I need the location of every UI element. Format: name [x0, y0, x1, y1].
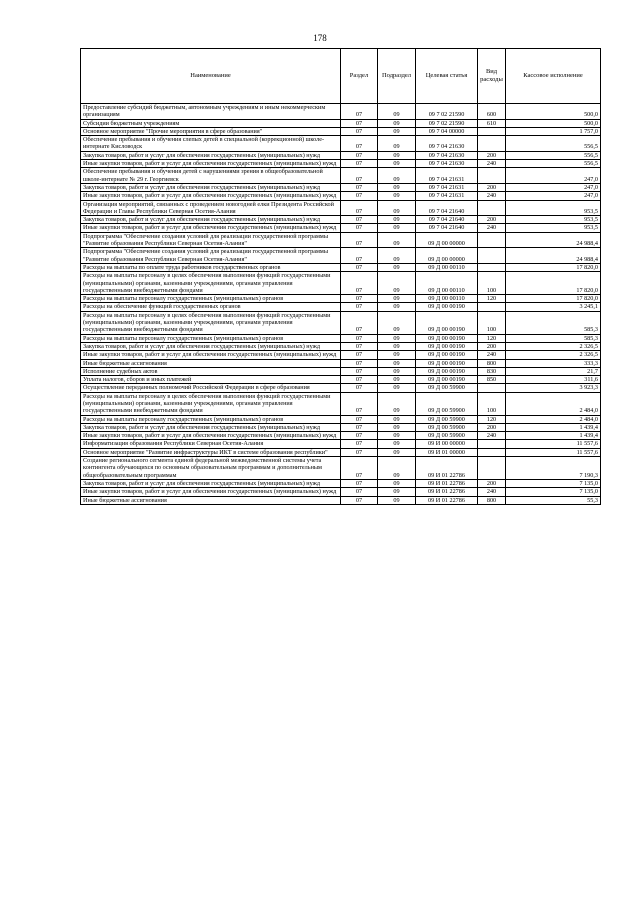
cell-subsection: 09 — [378, 392, 416, 415]
table-row — [81, 376, 601, 384]
cell-section: 07 — [341, 295, 378, 303]
cell-amount: 333,3 — [506, 359, 601, 367]
cell-amount: 953,5 — [506, 216, 601, 224]
cell-name: Иные бюджетные ассигнования — [81, 496, 341, 504]
cell-section: 07 — [341, 415, 378, 423]
cell-target-article: 09 Д 00 59900 — [416, 415, 478, 423]
table-row — [81, 457, 601, 480]
cell-section: 07 — [341, 160, 378, 168]
cell-amount: 247,0 — [506, 168, 601, 184]
cell-section: 07 — [341, 432, 378, 440]
cell-expense-type: 200 — [478, 479, 506, 487]
cell-name: Иные закупки товаров, работ и услуг для обеспечения государственных (муниципальных) нужд — [81, 488, 341, 496]
cell-amount: 7 190,3 — [506, 457, 601, 480]
cell-amount: 2 484,0 — [506, 415, 601, 423]
cell-subsection: 09 — [378, 295, 416, 303]
cell-target-article: 09 7 04 21630 — [416, 151, 478, 159]
cell-target-article: 09 Д 00 00190 — [416, 376, 478, 384]
cell-target-article: 09 Д 00 00190 — [416, 342, 478, 350]
cell-amount: 11 557,6 — [506, 440, 601, 448]
cell-target-article: 09 Д 00 00190 — [416, 334, 478, 342]
cell-section: 07 — [341, 168, 378, 184]
cell-expense-type: 100 — [478, 311, 506, 334]
cell-target-article: 09 7 04 21640 — [416, 200, 478, 216]
cell-amount: 17 820,0 — [506, 263, 601, 271]
cell-target-article: 09 Д 00 00190 — [416, 359, 478, 367]
cell-name: Иные закупки товаров, работ и услуг для обеспечения государственных (муниципальных) нужд — [81, 192, 341, 200]
cell-section: 07 — [341, 183, 378, 191]
cell-section: 07 — [341, 496, 378, 504]
cell-expense-type — [478, 457, 506, 480]
table-row — [81, 272, 601, 295]
cell-section: 07 — [341, 263, 378, 271]
cell-expense-type: 240 — [478, 351, 506, 359]
cell-section: 07 — [341, 200, 378, 216]
cell-subsection: 09 — [378, 432, 416, 440]
header-cash-execution: Кассовое исполнение — [506, 49, 601, 104]
cell-target-article: 09 7 04 21631 — [416, 192, 478, 200]
cell-amount: 1 757,0 — [506, 127, 601, 135]
table-header-row — [81, 49, 601, 104]
cell-expense-type — [478, 440, 506, 448]
cell-expense-type: 120 — [478, 334, 506, 342]
cell-subsection: 09 — [378, 423, 416, 431]
cell-expense-type: 200 — [478, 342, 506, 350]
cell-section: 07 — [341, 440, 378, 448]
cell-subsection: 09 — [378, 303, 416, 311]
cell-expense-type: 850 — [478, 376, 506, 384]
cell-name: Основное мероприятие "Прочие мероприятия в сфере образования" — [81, 127, 341, 135]
cell-name: Закупка товаров, работ и услуг для обеспечения государственных (муниципальных) нужд — [81, 479, 341, 487]
cell-name: Предоставление субсидий бюджетным, автономным учреждениям и иным некоммерческим организациям — [81, 104, 341, 120]
cell-amount: 247,0 — [506, 183, 601, 191]
cell-target-article: 09 7 04 21630 — [416, 160, 478, 168]
cell-subsection: 09 — [378, 342, 416, 350]
cell-subsection: 09 — [378, 479, 416, 487]
table-row — [81, 224, 601, 232]
cell-section: 07 — [341, 457, 378, 480]
cell-subsection: 09 — [378, 488, 416, 496]
cell-expense-type: 200 — [478, 423, 506, 431]
cell-subsection: 09 — [378, 384, 416, 392]
cell-subsection: 09 — [378, 496, 416, 504]
cell-name: Иные бюджетные ассигнования — [81, 359, 341, 367]
cell-expense-type: 800 — [478, 359, 506, 367]
cell-name: Субсидии бюджетным учреждениям — [81, 119, 341, 127]
table-row — [81, 127, 601, 135]
cell-amount: 2 326,5 — [506, 351, 601, 359]
cell-expense-type — [478, 263, 506, 271]
cell-name: Расходы на выплаты персоналу государственных (муниципальных) органов — [81, 415, 341, 423]
cell-expense-type: 240 — [478, 224, 506, 232]
cell-name: Подпрограмма "Обеспечение создания условий для реализации государственной программы "Развитие образования Республики Северная Осетия-Алания" — [81, 248, 341, 264]
table-row — [81, 295, 601, 303]
cell-target-article: 09 7 04 21640 — [416, 224, 478, 232]
table-row — [81, 488, 601, 496]
cell-name: Обеспечение пребывания и обучения слепых детей в специальной (коррекционной) школе-интернате Кисловодск — [81, 136, 341, 152]
cell-target-article: 09 7 02 21590 — [416, 119, 478, 127]
cell-name: Закупка товаров, работ и услуг для обеспечения государственных (муниципальных) нужд — [81, 151, 341, 159]
cell-subsection: 09 — [378, 440, 416, 448]
cell-amount: 1 439,4 — [506, 423, 601, 431]
cell-subsection: 09 — [378, 216, 416, 224]
cell-amount: 585,3 — [506, 334, 601, 342]
cell-section: 07 — [341, 479, 378, 487]
cell-amount: 3 923,3 — [506, 384, 601, 392]
table-row — [81, 119, 601, 127]
cell-name: Закупка товаров, работ и услуг для обеспечения государственных (муниципальных) нужд — [81, 423, 341, 431]
table-row — [81, 423, 601, 431]
cell-amount: 500,0 — [506, 104, 601, 120]
cell-target-article: 09 И 01 00000 — [416, 448, 478, 456]
cell-amount: 3 245,1 — [506, 303, 601, 311]
cell-amount: 1 439,4 — [506, 432, 601, 440]
cell-name: Уплата налогов, сборов и иных платежей — [81, 376, 341, 384]
cell-target-article: 09 И 00 00000 — [416, 440, 478, 448]
cell-target-article: 09 7 02 21590 — [416, 104, 478, 120]
table-row — [81, 168, 601, 184]
cell-amount: 556,5 — [506, 136, 601, 152]
cell-subsection: 09 — [378, 200, 416, 216]
cell-section: 07 — [341, 376, 378, 384]
table-row — [81, 311, 601, 334]
cell-name: Закупка товаров, работ и услуг для обеспечения государственных (муниципальных) нужд — [81, 183, 341, 191]
table-row — [81, 192, 601, 200]
cell-name: Закупка товаров, работ и услуг для обеспечения государственных (муниципальных) нужд — [81, 342, 341, 350]
cell-amount: 24 988,4 — [506, 232, 601, 248]
cell-expense-type: 240 — [478, 192, 506, 200]
cell-target-article: 09 Д 00 59900 — [416, 423, 478, 431]
cell-subsection: 09 — [378, 367, 416, 375]
cell-section: 07 — [341, 334, 378, 342]
cell-target-article: 09 7 04 21640 — [416, 216, 478, 224]
cell-expense-type: 100 — [478, 272, 506, 295]
cell-section: 07 — [341, 384, 378, 392]
cell-name: Исполнение судебных актов — [81, 367, 341, 375]
cell-expense-type: 610 — [478, 119, 506, 127]
cell-section: 07 — [341, 151, 378, 159]
cell-subsection: 09 — [378, 192, 416, 200]
cell-subsection: 09 — [378, 415, 416, 423]
table-row — [81, 160, 601, 168]
table-row — [81, 479, 601, 487]
cell-expense-type: 800 — [478, 496, 506, 504]
page-number: 178 — [313, 33, 327, 43]
cell-expense-type — [478, 448, 506, 456]
cell-subsection: 09 — [378, 127, 416, 135]
cell-subsection: 09 — [378, 248, 416, 264]
cell-amount: 556,5 — [506, 151, 601, 159]
cell-subsection: 09 — [378, 359, 416, 367]
budget-table — [80, 48, 601, 505]
table-row — [81, 351, 601, 359]
cell-name: Подпрограмма "Обеспечение создания условий для реализации государственной программы "Развитие образования Республики Северная Осетия-Алания" — [81, 232, 341, 248]
header-target-article: Целевая статья — [416, 49, 478, 104]
cell-section: 07 — [341, 367, 378, 375]
cell-expense-type: 200 — [478, 216, 506, 224]
cell-expense-type — [478, 168, 506, 184]
cell-expense-type: 240 — [478, 432, 506, 440]
cell-expense-type — [478, 303, 506, 311]
cell-target-article: 09 Д 00 00190 — [416, 311, 478, 334]
table-row — [81, 359, 601, 367]
cell-section: 07 — [341, 488, 378, 496]
cell-section: 07 — [341, 248, 378, 264]
table-row — [81, 440, 601, 448]
cell-name: Расходы на выплаты персоналу государственных (муниципальных) органов — [81, 295, 341, 303]
cell-expense-type: 120 — [478, 415, 506, 423]
cell-expense-type: 200 — [478, 151, 506, 159]
cell-subsection: 09 — [378, 351, 416, 359]
cell-target-article: 09 Д 00 00110 — [416, 272, 478, 295]
cell-expense-type: 100 — [478, 392, 506, 415]
cell-name: Закупка товаров, работ и услуг для обеспечения государственных (муниципальных) нужд — [81, 216, 341, 224]
table-row — [81, 432, 601, 440]
cell-amount: 2 484,0 — [506, 392, 601, 415]
cell-expense-type — [478, 232, 506, 248]
cell-expense-type: 120 — [478, 295, 506, 303]
cell-target-article: 09 7 04 21630 — [416, 136, 478, 152]
cell-target-article: 09 Д 00 59900 — [416, 432, 478, 440]
cell-subsection: 09 — [378, 263, 416, 271]
cell-section: 07 — [341, 272, 378, 295]
cell-name: Иные закупки товаров, работ и услуг для обеспечения государственных (муниципальных) нужд — [81, 224, 341, 232]
cell-section: 07 — [341, 192, 378, 200]
cell-subsection: 09 — [378, 160, 416, 168]
cell-expense-type — [478, 248, 506, 264]
cell-target-article: 09 7 04 21631 — [416, 168, 478, 184]
cell-subsection: 09 — [378, 136, 416, 152]
cell-subsection: 09 — [378, 376, 416, 384]
cell-subsection: 09 — [378, 168, 416, 184]
cell-name: Организация мероприятий, связанных с проведением новогодней елки Президента Российской Федерации и Главы Республики Северная Осетия-Алания — [81, 200, 341, 216]
cell-target-article: 09 7 04 21631 — [416, 183, 478, 191]
cell-section: 07 — [341, 104, 378, 120]
cell-name: Расходы на выплаты персоналу в целях обеспечения выполнения функций государственными (муниципальными) органами, казенными учреждениями, органами управления государственными внебюджетными фондами — [81, 272, 341, 295]
cell-name: Осуществление переданных полномочий Российской Федерации в сфере образования — [81, 384, 341, 392]
cell-section: 07 — [341, 423, 378, 431]
table-row — [81, 496, 601, 504]
cell-subsection: 09 — [378, 232, 416, 248]
cell-name: Расходы на выплаты персоналу в целях обеспечения выполнения функций государственными (муниципальными) органами, казенными учреждениями, органами управления государственными внебюджетными фондами — [81, 392, 341, 415]
cell-section: 07 — [341, 224, 378, 232]
cell-amount: 311,6 — [506, 376, 601, 384]
cell-section: 07 — [341, 311, 378, 334]
cell-target-article: 09 И 01 22786 — [416, 496, 478, 504]
cell-target-article: 09 Д 00 00110 — [416, 263, 478, 271]
cell-amount: 17 820,0 — [506, 295, 601, 303]
table-row — [81, 216, 601, 224]
cell-expense-type — [478, 136, 506, 152]
cell-amount: 24 988,4 — [506, 248, 601, 264]
cell-target-article: 09 Д 00 00190 — [416, 303, 478, 311]
cell-target-article: 09 Д 00 00000 — [416, 248, 478, 264]
table-row — [81, 232, 601, 248]
cell-subsection: 09 — [378, 151, 416, 159]
cell-section: 07 — [341, 448, 378, 456]
cell-target-article: 09 И 01 22786 — [416, 479, 478, 487]
cell-subsection: 09 — [378, 448, 416, 456]
cell-amount: 585,3 — [506, 311, 601, 334]
cell-target-article: 09 Д 00 59900 — [416, 392, 478, 415]
cell-subsection: 09 — [378, 457, 416, 480]
table-row — [81, 392, 601, 415]
cell-name: Обеспечение пребывания и обучения детей с нарушениями зрения в общеобразовательной школе-интернате № 29 г. Георгиевск — [81, 168, 341, 184]
table-row — [81, 448, 601, 456]
cell-amount: 953,5 — [506, 200, 601, 216]
table-row — [81, 248, 601, 264]
cell-section: 07 — [341, 216, 378, 224]
cell-amount: 556,5 — [506, 160, 601, 168]
cell-section: 07 — [341, 119, 378, 127]
cell-amount: 21,7 — [506, 367, 601, 375]
header-expense-type: Вид расходы — [478, 49, 506, 104]
cell-section: 07 — [341, 342, 378, 350]
cell-section: 07 — [341, 136, 378, 152]
cell-name: Основное мероприятие "Развитие инфраструктуры ИКТ в системе образования республики" — [81, 448, 341, 456]
cell-expense-type: 200 — [478, 183, 506, 191]
cell-subsection: 09 — [378, 272, 416, 295]
cell-subsection: 09 — [378, 119, 416, 127]
cell-section: 07 — [341, 303, 378, 311]
cell-section: 07 — [341, 351, 378, 359]
table-row — [81, 303, 601, 311]
cell-section: 07 — [341, 127, 378, 135]
cell-name: Расходы на обеспечение функций государственных органов — [81, 303, 341, 311]
cell-expense-type: 600 — [478, 104, 506, 120]
table-row — [81, 151, 601, 159]
cell-subsection: 09 — [378, 311, 416, 334]
cell-expense-type — [478, 200, 506, 216]
cell-section: 07 — [341, 392, 378, 415]
cell-section: 07 — [341, 232, 378, 248]
cell-expense-type: 240 — [478, 160, 506, 168]
table-row — [81, 334, 601, 342]
cell-amount: 500,0 — [506, 119, 601, 127]
table-row — [81, 200, 601, 216]
table-row — [81, 263, 601, 271]
cell-amount: 11 557,6 — [506, 448, 601, 456]
cell-target-article: 09 Д 00 00110 — [416, 295, 478, 303]
header-subsection: Подраздел — [378, 49, 416, 104]
cell-name: Создание регионального сегмента единой федеральной межведомственной системы учета контингента обучающихся по основным образовательным программам и дополнительным общеобразовательным программам — [81, 457, 341, 480]
cell-subsection: 09 — [378, 334, 416, 342]
header-section: Раздел — [341, 49, 378, 104]
cell-target-article: 09 Д 00 00190 — [416, 351, 478, 359]
cell-name: Расходы на выплаты персоналу государственных (муниципальных) органов — [81, 334, 341, 342]
cell-target-article: 09 И 01 22786 — [416, 457, 478, 480]
table-row — [81, 384, 601, 392]
cell-target-article: 09 И 01 22786 — [416, 488, 478, 496]
cell-amount: 7 135,0 — [506, 488, 601, 496]
cell-subsection: 09 — [378, 104, 416, 120]
cell-name: Иные закупки товаров, работ и услуг для обеспечения государственных (муниципальных) нужд — [81, 351, 341, 359]
cell-subsection: 09 — [378, 183, 416, 191]
cell-amount: 953,5 — [506, 224, 601, 232]
table-row — [81, 136, 601, 152]
cell-target-article: 09 Д 00 00000 — [416, 232, 478, 248]
table-row — [81, 367, 601, 375]
table-row — [81, 104, 601, 120]
table-row — [81, 415, 601, 423]
cell-target-article: 09 Д 00 00190 — [416, 367, 478, 375]
cell-subsection: 09 — [378, 224, 416, 232]
table-row — [81, 342, 601, 350]
table-row — [81, 183, 601, 191]
cell-name: Расходы на выплаты персоналу в целях обеспечения выполнения функций государственными (муниципальными) органами, казенными учреждениями, органами управления государственными внебюджетными фондами — [81, 311, 341, 334]
cell-name: Иные закупки товаров, работ и услуг для обеспечения государственных (муниципальных) нужд — [81, 432, 341, 440]
cell-name: Информатизация образования Республики Северная Осетия-Алания — [81, 440, 341, 448]
cell-amount: 247,0 — [506, 192, 601, 200]
cell-amount: 55,3 — [506, 496, 601, 504]
cell-section: 07 — [341, 359, 378, 367]
cell-name: Расходы на выплаты по оплате труда работников государственных органов — [81, 263, 341, 271]
cell-expense-type: 830 — [478, 367, 506, 375]
cell-expense-type — [478, 127, 506, 135]
cell-amount: 17 820,0 — [506, 272, 601, 295]
cell-target-article: 09 7 04 00000 — [416, 127, 478, 135]
cell-amount: 7 135,0 — [506, 479, 601, 487]
cell-target-article: 09 Д 00 59900 — [416, 384, 478, 392]
cell-name: Иные закупки товаров, работ и услуг для обеспечения государственных (муниципальных) нужд — [81, 160, 341, 168]
cell-expense-type: 240 — [478, 488, 506, 496]
header-name: Наименование — [81, 49, 341, 104]
cell-expense-type — [478, 384, 506, 392]
cell-amount: 2 326,5 — [506, 342, 601, 350]
